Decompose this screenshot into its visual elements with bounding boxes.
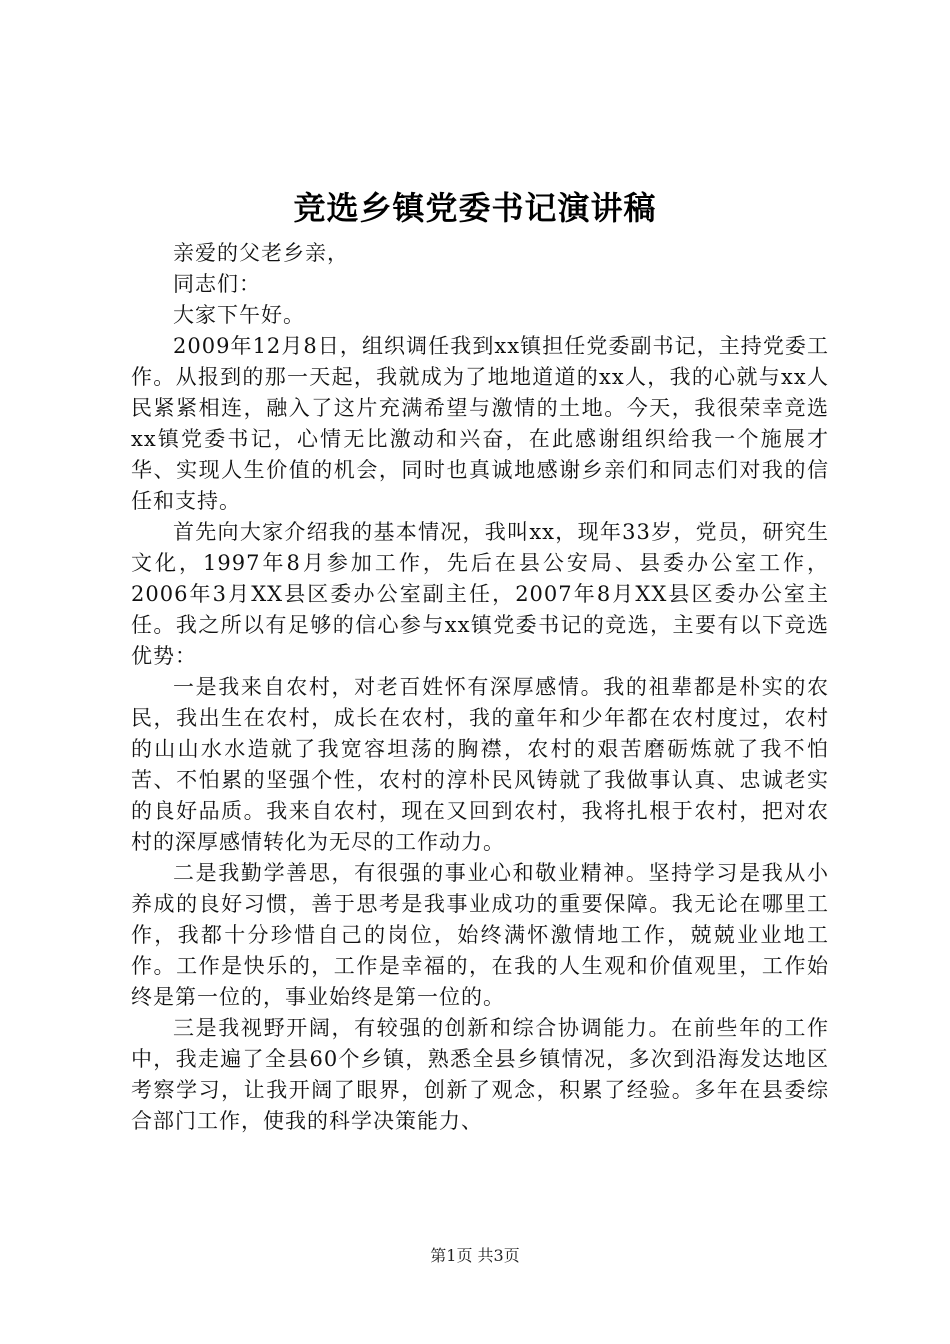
paragraph-basic-info: 首先向大家介绍我的基本情况，我叫xx，现年33岁，党员，研究生文化，1997年8月参加工作，先后在县公安局、县委办公室工作，2006年3月XX县区委办公室副主任，2007年8月XX县区委办公室主任。我之所以有足够的信心参与xx镇党委书记的竞选，主要有以下竞选优势： [131,520,829,668]
paragraph-introduction: 2009年12月8日，组织调任我到xx镇担任党委副书记，主持党委工作。从报到的那一天起，我就成为了地地道道的xx人，我的心就与xx人民紧紧相连，融入了这片充满希望与激情的土地。今天，我很荣幸竞选xx镇党委书记，心情无比激动和兴奋，在此感谢组织给我一个施展才华、实现人生价值的机会，同时也真诚地感谢乡亲们和同志们对我的信任和支持。 [131,334,829,513]
paragraph-good-afternoon: 大家下午好。 [173,303,305,327]
paragraph-comrades: 同志们： [173,272,261,296]
paragraph-advantage-two: 二是我勤学善思，有很强的事业心和敬业精神。坚持学习是我从小养成的良好习惯，善于思考是我事业成功的重要保障。我无论在哪里工作，我都十分珍惜自己的岗位，始终满怀激情地工作，兢兢业业地工作。工作是快乐的，工作是幸福的，在我的人生观和价值观里，工作始终是第一位的，事业始终是第一位的。 [131,861,829,1009]
paragraph-advantage-one: 一是我来自农村，对老百姓怀有深厚感情。我的祖辈都是朴实的农民，我出生在农村，成长在农村，我的童年和少年都在农村度过，农村的山山水水造就了我宽容坦荡的胸襟，农村的艰苦磨砺炼就了我不怕苦、不怕累的坚强个性，农村的淳朴民风铸就了我做事认真、忠诚老实的良好品质。我来自农村，现在又回到农村，我将扎根于农村，把对农村的深厚感情转化为无尽的工作动力。 [131,675,829,854]
document-body [131,238,829,1137]
paragraph-advantage-three: 三是我视野开阔，有较强的创新和综合协调能力。在前些年的工作中，我走遍了全县60个乡镇，熟悉全县乡镇情况，多次到沿海发达地区考察学习，让我开阔了眼界，创新了观念，积累了经验。多年在县委综合部门工作，使我的科学决策能力、 [131,1016,829,1133]
page-number: 第1页 共3页 [430,1246,520,1265]
paragraph-greeting: 亲爱的父老乡亲， [173,241,349,265]
document-title: 竞选乡镇党委书记演讲稿 [293,189,657,227]
